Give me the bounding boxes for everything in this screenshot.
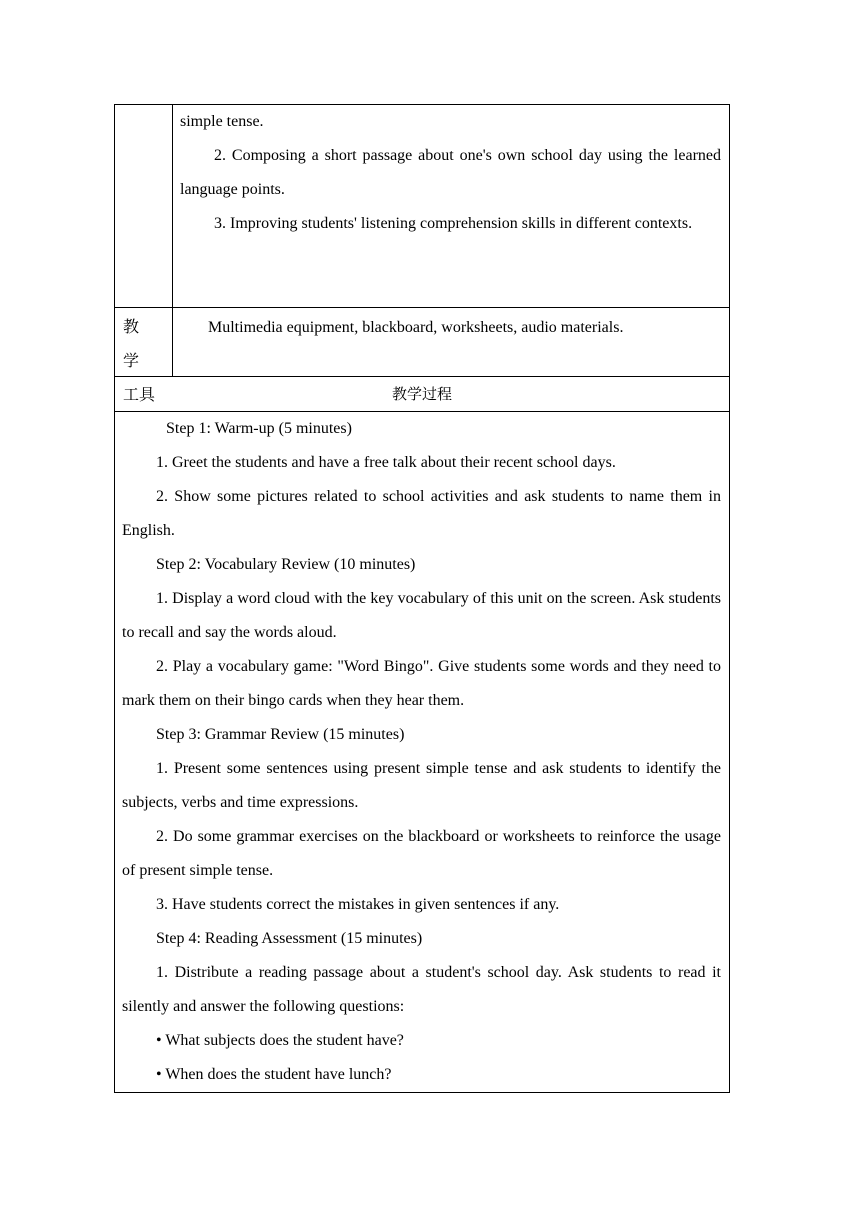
- objectives-label-cell: [115, 105, 173, 308]
- objective-item-2: 2. Composing a short passage about one's own school day using the learned language points.: [180, 147, 721, 198]
- process-content-cell: [115, 412, 730, 1093]
- step3-item-2: 2. Do some grammar exercises on the blackboard or worksheets to reinforce the usage of present simple tense.: [122, 828, 721, 879]
- step1-item-1: 1. Greet the students and have a free talk about their recent school days.: [156, 454, 616, 471]
- step4-question-1: • What subjects does the student have?: [156, 1032, 404, 1049]
- objectives-content-cell: [173, 105, 730, 308]
- lesson-plan-table: [114, 104, 730, 1093]
- step1-item-2: 2. Show some pictures related to school activities and ask students to name them in English.: [122, 488, 721, 539]
- tools-label-line1: 教学: [123, 319, 149, 370]
- step3-title: Step 3: Grammar Review (15 minutes): [156, 726, 405, 743]
- process-header-row: [115, 377, 730, 412]
- process-content-row: [115, 412, 730, 1093]
- step4-title: Step 4: Reading Assessment (15 minutes): [156, 930, 423, 947]
- tools-row: [115, 308, 730, 377]
- step4-item-1: 1. Distribute a reading passage about a student's school day. Ask students to read it silently and answer the following questions:: [122, 964, 721, 1015]
- objective-item-3: 3. Improving students' listening comprehension skills in different contexts.: [214, 215, 693, 232]
- step4-question-2: • When does the student have lunch?: [156, 1066, 392, 1083]
- process-header: 教学过程: [115, 377, 730, 412]
- tools-label-cell: [115, 308, 173, 404]
- tools-content-cell: [173, 308, 730, 377]
- tools-label-line2: 工具: [123, 387, 156, 404]
- step3-item-3: 3. Have students correct the mistakes in given sentences if any.: [156, 896, 560, 913]
- step2-item-1: 1. Display a word cloud with the key vocabulary of this unit on the screen. Ask students to recall and say the words aloud.: [122, 590, 721, 641]
- objectives-row: [115, 105, 730, 308]
- tools-content: Multimedia equipment, blackboard, worksheets, audio materials.: [208, 319, 624, 336]
- step3-item-1: 1. Present some sentences using present simple tense and ask students to identify the subjects, verbs and time expressions.: [122, 760, 721, 811]
- objective-line-continued: simple tense.: [180, 113, 264, 130]
- step2-item-2: 2. Play a vocabulary game: "Word Bingo". Give students some words and they need to mark them on their bingo cards when they hear them.: [122, 658, 721, 709]
- step1-title: Step 1: Warm-up (5 minutes): [166, 420, 352, 437]
- step2-title: Step 2: Vocabulary Review (10 minutes): [156, 556, 416, 573]
